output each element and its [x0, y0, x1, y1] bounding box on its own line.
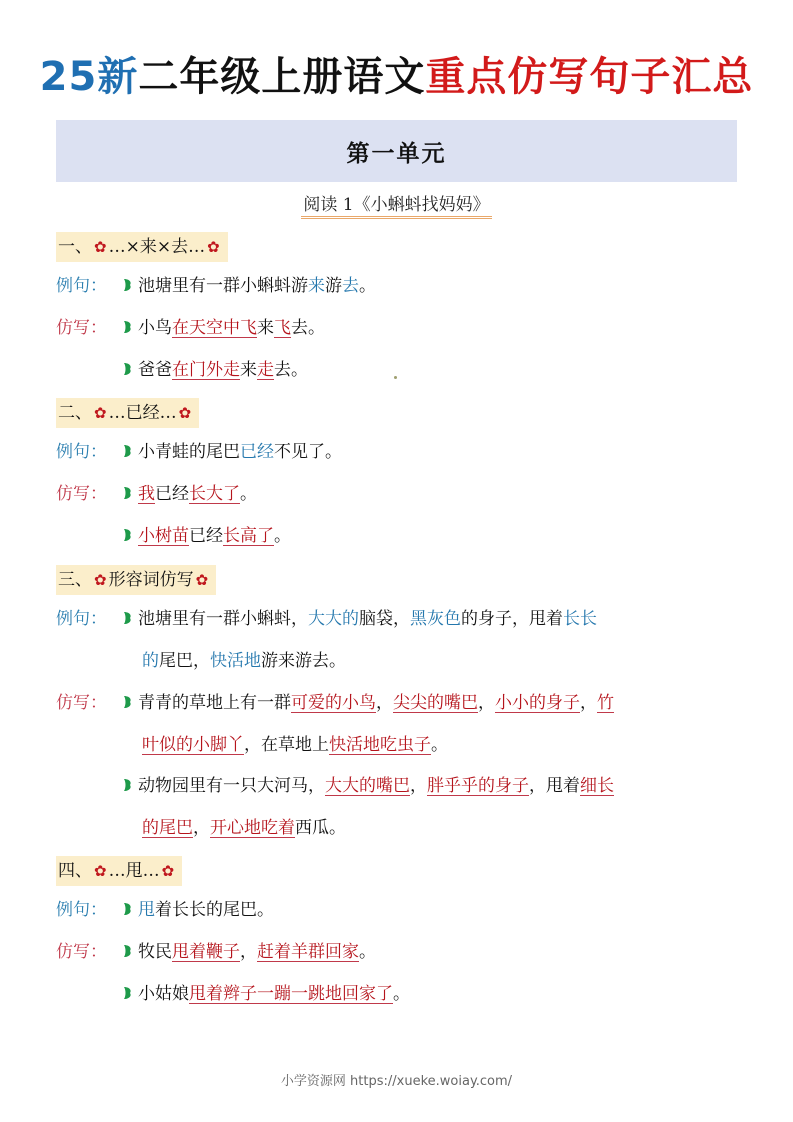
- example-label: 例句：: [56, 276, 107, 296]
- sentence-row: [142, 816, 346, 840]
- sentence-row: [56, 607, 597, 631]
- sentence-row: [56, 940, 376, 964]
- section-heading: [56, 565, 216, 595]
- imitation-fill: 我: [138, 484, 155, 504]
- sentence-row: [122, 774, 614, 798]
- example-label: 例句：: [56, 442, 107, 462]
- green-leaf-bullet-icon: [122, 944, 132, 958]
- sentence-row: [56, 274, 376, 298]
- imitation-fill: 甩着鞭子: [172, 942, 240, 962]
- sentence-text: ，: [240, 942, 257, 962]
- sentence-row: [142, 733, 448, 757]
- example-label: 例句：: [56, 609, 107, 629]
- section-number: 一、: [58, 237, 92, 257]
- sentence-text: 去。: [291, 318, 325, 338]
- section-number: 二、: [58, 403, 92, 423]
- imitate-label: 仿写：: [56, 318, 107, 338]
- sentence-text: 。: [240, 484, 257, 504]
- sentence-text: ，: [376, 693, 393, 713]
- section-heading: [56, 232, 228, 262]
- imitation-fill: 甩着辫子一蹦一跳地回家了: [189, 984, 393, 1004]
- sentence-row: [122, 982, 410, 1006]
- key-word: 大大的: [308, 609, 359, 629]
- imitation-fill: 可爱的小鸟: [291, 693, 376, 713]
- sentence-row: [122, 524, 291, 548]
- green-leaf-bullet-icon: [122, 902, 132, 916]
- sentence-text: ，: [193, 818, 210, 838]
- sentence-row: [56, 482, 257, 506]
- flower-icon: ✿: [161, 862, 175, 880]
- flower-icon: ✿: [94, 571, 107, 589]
- imitation-fill: 尖尖的嘴巴: [393, 693, 478, 713]
- imitation-fill: 大大的嘴巴: [325, 776, 410, 796]
- sentence-text: 池塘里有一群小蝌蚪，: [138, 609, 308, 629]
- green-leaf-bullet-icon: [122, 320, 132, 334]
- flower-icon: ✿: [94, 238, 107, 256]
- title-year: 25新: [39, 54, 139, 100]
- green-leaf-bullet-icon: [122, 695, 132, 709]
- section-pattern: …×来×去…: [108, 237, 206, 257]
- sentence-text: 。: [359, 276, 376, 296]
- imitation-fill: 快活地吃虫子: [329, 735, 431, 755]
- flower-icon: ✿: [94, 404, 107, 422]
- imitation-fill: 小小的身子: [495, 693, 580, 713]
- sentence-text: 去。: [274, 360, 308, 380]
- sentence-text: 脑袋，: [359, 609, 410, 629]
- imitation-fill: 在门外走: [172, 360, 240, 380]
- green-leaf-bullet-icon: [122, 611, 132, 625]
- lesson-title: 阅读 1《小蝌蚪找妈妈》: [301, 195, 491, 219]
- sentence-text: 西瓜。: [295, 818, 346, 838]
- unit-banner: [56, 120, 737, 182]
- imitation-fill: 在天空中飞: [172, 318, 257, 338]
- page-title: [0, 52, 793, 102]
- imitate-label: 仿写：: [56, 942, 107, 962]
- sentence-text: 池塘里有一群小蝌蚪游: [138, 276, 308, 296]
- sentence-text: 的身子，甩着: [461, 609, 563, 629]
- sentence-row: [56, 440, 342, 464]
- imitation-fill: 长大了: [189, 484, 240, 504]
- imitate-label: 仿写：: [56, 693, 107, 713]
- sentence-text: 小姑娘: [138, 984, 189, 1004]
- title-topic: 重点仿写句子汇总: [425, 54, 754, 100]
- key-word: 黑灰色: [410, 609, 461, 629]
- flower-icon: ✿: [207, 238, 220, 256]
- sentence-text: 游: [325, 276, 342, 296]
- imitation-fill: 胖乎乎的身子: [427, 776, 529, 796]
- flower-icon: ✿: [195, 571, 209, 589]
- key-word: 快活地: [210, 651, 261, 671]
- example-label: 例句：: [56, 900, 107, 920]
- imitation-fill: 长高了: [223, 526, 274, 546]
- sentence-text: ，甩着: [529, 776, 580, 796]
- sentence-text: ，: [580, 693, 597, 713]
- section-pattern: …已经…: [108, 403, 177, 423]
- section-heading: [56, 398, 199, 428]
- sentence-text: 来: [240, 360, 257, 380]
- sentence-text: 不见了。: [274, 442, 342, 462]
- sentence-text: 。: [393, 984, 410, 1004]
- sentence-text: ，在草地上: [244, 735, 329, 755]
- imitation-fill: 飞: [274, 318, 291, 338]
- green-leaf-bullet-icon: [122, 528, 132, 542]
- sentence-text: 来: [257, 318, 274, 338]
- sentence-text: 已经: [189, 526, 223, 546]
- section-heading: [56, 856, 182, 886]
- green-leaf-bullet-icon: [122, 444, 132, 458]
- green-leaf-bullet-icon: [122, 362, 132, 376]
- key-word: 来: [308, 276, 325, 296]
- section-pattern: 形容词仿写: [108, 570, 194, 590]
- title-grade: 二年级上册语文: [138, 54, 426, 100]
- sentence-row: [56, 856, 182, 886]
- sentence-text: 已经: [155, 484, 189, 504]
- sentence-text: 尾巴，: [159, 651, 210, 671]
- section-number: 三、: [58, 570, 92, 590]
- imitation-fill: 的尾巴: [142, 818, 193, 838]
- imitate-label: 仿写：: [56, 484, 107, 504]
- sentence-text: ，: [410, 776, 427, 796]
- sentence-row: [56, 691, 614, 715]
- key-word: 已经: [240, 442, 274, 462]
- footer: 小学资源网 https://xueke.woiay.com/: [280, 1074, 513, 1089]
- key-word: 甩: [138, 900, 155, 920]
- lesson-heading: [0, 190, 793, 215]
- unit-title: 第一单元: [346, 140, 447, 167]
- imitation-fill: 开心地吃着: [210, 818, 295, 838]
- imitation-fill: 叶似的小脚丫: [142, 735, 244, 755]
- key-word: 长长: [563, 609, 597, 629]
- imitation-fill: 竹: [597, 693, 614, 713]
- imitation-fill: 赶着羊群回家: [257, 942, 359, 962]
- stray-dot: [394, 376, 397, 379]
- sentence-text: 小鸟: [138, 318, 172, 338]
- sentence-row: [56, 232, 228, 262]
- sentence-text: 动物园里有一只大河马，: [138, 776, 325, 796]
- key-word: 去: [342, 276, 359, 296]
- sentence-text: 着长长的尾巴。: [155, 900, 274, 920]
- sentence-text: 。: [359, 942, 376, 962]
- imitation-fill: 走: [257, 360, 274, 380]
- sentence-text: 青青的草地上有一群: [138, 693, 291, 713]
- sentence-text: 。: [274, 526, 291, 546]
- sentence-text: 爸爸: [138, 360, 172, 380]
- flower-icon: ✿: [178, 404, 192, 422]
- green-leaf-bullet-icon: [122, 486, 132, 500]
- sentence-text: 游来游去。: [261, 651, 346, 671]
- green-leaf-bullet-icon: [122, 278, 132, 292]
- sentence-text: 小青蛙的尾巴: [138, 442, 240, 462]
- sentence-text: 牧民: [138, 942, 172, 962]
- imitation-fill: 小树苗: [138, 526, 189, 546]
- flower-icon: ✿: [94, 862, 107, 880]
- sentence-text: 。: [431, 735, 448, 755]
- section-number: 四、: [58, 861, 92, 881]
- imitation-fill: 细长: [580, 776, 614, 796]
- green-leaf-bullet-icon: [122, 778, 132, 792]
- sentence-row: [56, 398, 199, 428]
- sentence-text: ，: [478, 693, 495, 713]
- sentence-row: [56, 898, 274, 922]
- sentence-row: [142, 649, 346, 673]
- sentence-row: [122, 358, 308, 382]
- sentence-row: [56, 316, 325, 340]
- section-pattern: …甩…: [108, 861, 160, 881]
- green-leaf-bullet-icon: [122, 986, 132, 1000]
- key-word: 的: [142, 651, 159, 671]
- sentence-row: [56, 565, 216, 595]
